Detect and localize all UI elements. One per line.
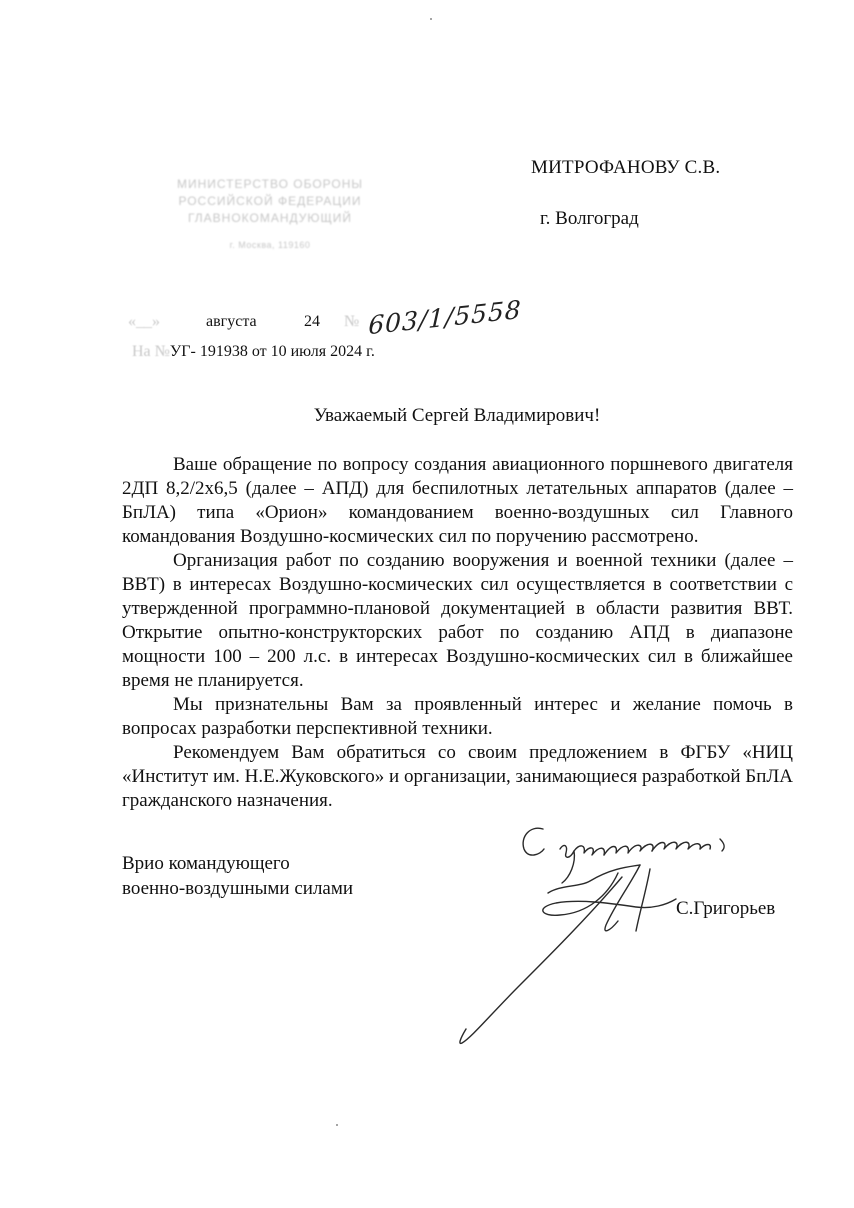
handwritten-signature xyxy=(440,815,770,1050)
outgoing-year: 24 xyxy=(304,313,320,330)
letter-body xyxy=(122,453,793,813)
position-line: военно-воздушными силами xyxy=(122,878,354,899)
recipient-city: г. Волгоград xyxy=(540,208,639,229)
signatory-position xyxy=(122,851,353,901)
outgoing-month: августа xyxy=(206,313,257,330)
outgoing-number-prefix: № xyxy=(344,313,360,330)
paragraph: Мы признательны Вам за проявленный интерес и желание помочь в вопросах разработки перспективной техники. xyxy=(122,694,793,739)
sender-stamp-line: МИНИСТЕРСТВО ОБОРОНЫ xyxy=(176,177,364,191)
signer-name: С.Григорьев xyxy=(676,898,776,919)
sender-stamp-line: РОССИЙСКОЙ ФЕДЕРАЦИИ xyxy=(178,194,362,208)
outgoing-day: «__» xyxy=(128,313,160,330)
reference-text: УГ- 191938 от 10 июля 2024 г. xyxy=(169,343,375,360)
position-line: Врио командующего xyxy=(122,853,290,874)
sender-stamp-line: ГЛАВНОКОМАНДУЮЩИЙ xyxy=(187,211,353,225)
recipient-name: МИТРОФАНОВУ С.В. xyxy=(531,157,721,178)
paragraph: Ваше обращение по вопросу создания авиационного поршневого двигателя 2ДП 8,2/2х6,5 (далее – АПД) для беспилотных летательных аппаратов (далее – БпЛА) типа «Орион» командованием военно-воздушных сил Главного командования Воздушно-космических сил по поручению рассмотрено. xyxy=(122,454,793,547)
reference-prefix: На № xyxy=(132,343,170,360)
reference-line xyxy=(132,343,375,361)
paragraph: Рекомендуем Вам обратиться со своим предложением в ФГБУ «НИЦ «Институт им. Н.Е.Жуковского» и организации, занимающиеся разработкой БпЛА гражданского назначения. xyxy=(122,742,793,811)
scan-speck xyxy=(430,18,432,20)
sender-stamp xyxy=(140,176,400,254)
outgoing-number: 603/1/5558 xyxy=(367,294,523,341)
greeting: Уважаемый Сергей Владимирович! xyxy=(313,405,601,426)
sender-stamp-address: г. Москва, 119160 xyxy=(229,240,311,250)
outgoing-date-line xyxy=(128,313,360,331)
paragraph: Организация работ по созданию вооружения и военной техники (далее – ВВТ) в интересах Воздушно-космических сил осуществляется в соответствии с утвержденной программно-плановой документацией в области развития ВВТ. Открытие опытно-конструкторских работ по созданию АПД в диапазоне мощности 100 – 200 л.с. в интересах Воздушно-космических сил в ближайшее время не планируется. xyxy=(122,550,793,691)
scan-speck xyxy=(336,1124,338,1126)
